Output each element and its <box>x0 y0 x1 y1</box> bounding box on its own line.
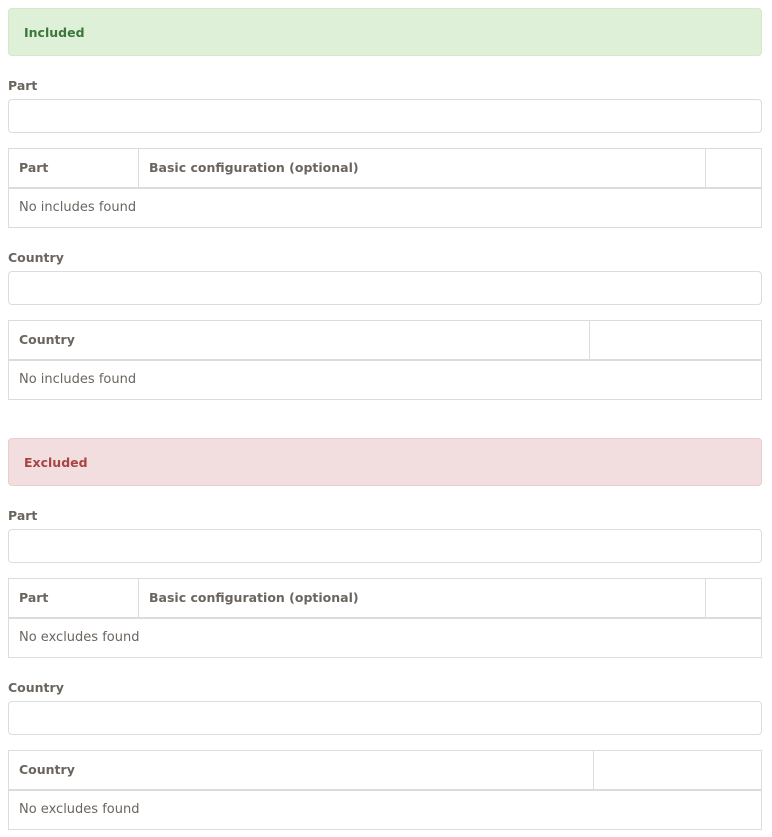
column-header-basic-configuration[interactable]: Basic configuration (optional) <box>139 579 706 617</box>
excluded-country-table <box>8 750 762 830</box>
excluded-part-table <box>8 578 762 658</box>
column-header-basic-configuration[interactable]: Basic configuration (optional) <box>139 149 706 187</box>
table-header <box>9 321 761 361</box>
included-country-table <box>8 320 762 400</box>
empty-row-message: No includes found <box>19 372 137 387</box>
column-header-actions <box>706 149 761 187</box>
column-header-part[interactable]: Part <box>9 149 139 187</box>
column-header-country[interactable]: Country <box>9 321 590 359</box>
empty-row-message: No includes found <box>19 200 137 215</box>
included-part-label: Part <box>8 78 38 93</box>
column-header-actions <box>594 751 761 789</box>
table-header <box>9 149 761 189</box>
included-heading: Included <box>8 8 762 56</box>
included-part-table <box>8 148 762 228</box>
excluded-part-input[interactable] <box>8 529 762 563</box>
excluded-part-label: Part <box>8 508 38 523</box>
column-header-actions <box>706 579 761 617</box>
empty-row-message: No excludes found <box>19 630 140 645</box>
empty-row-message: No excludes found <box>19 802 140 817</box>
excluded-heading: Excluded <box>8 438 762 486</box>
excluded-country-input[interactable] <box>8 701 762 735</box>
column-header-part[interactable]: Part <box>9 579 139 617</box>
included-part-input[interactable] <box>8 99 762 133</box>
column-header-actions <box>590 321 761 359</box>
excluded-country-label: Country <box>8 680 64 695</box>
table-header <box>9 579 761 619</box>
included-country-label: Country <box>8 250 64 265</box>
column-header-country[interactable]: Country <box>9 751 594 789</box>
table-header <box>9 751 761 791</box>
included-country-input[interactable] <box>8 271 762 305</box>
